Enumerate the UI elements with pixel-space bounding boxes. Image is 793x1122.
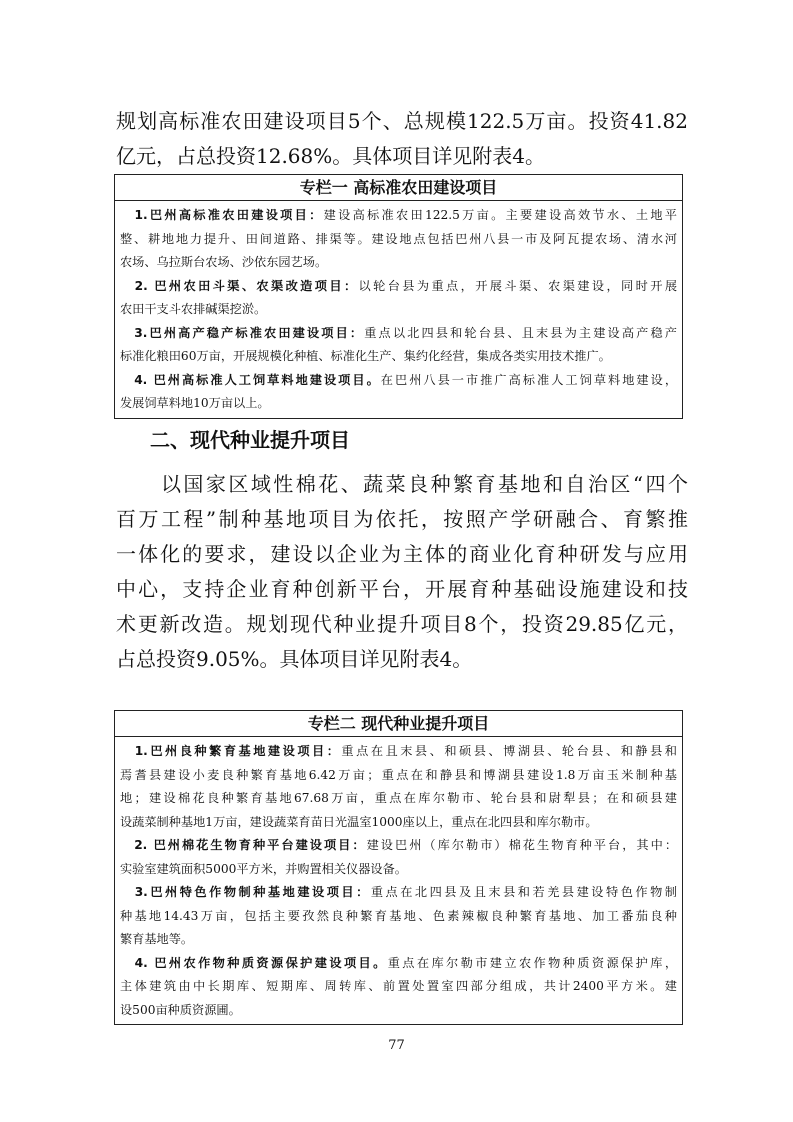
box-item — [120, 204, 677, 275]
item-title: 3.巴州特色作物制种基地建设项目： — [120, 885, 371, 899]
text-line: 中心，支持企业育种创新平台，开展育种基础设施建设和技 — [116, 577, 688, 601]
box-2-body — [115, 737, 682, 1024]
page-number: 77 — [388, 1038, 405, 1053]
item-text: 重点在北四县及且末县和若羌县建设特色作物制 — [370, 885, 677, 899]
text-line — [120, 834, 677, 858]
box-item — [120, 369, 677, 416]
item-title: 1.巴州良种繁育基地建设项目： — [120, 744, 342, 758]
intro-paragraph — [116, 104, 688, 174]
text-line — [120, 858, 677, 882]
item-text: 以轮台县为重点，开展斗渠、农渠建设，同时开展 — [358, 278, 678, 293]
text-line — [120, 204, 677, 228]
box-item — [120, 275, 677, 322]
item-text: 标准化粮田60万亩，开展规模化种植、标准化生产、集约化经营，集成各类实用技术推广。 — [120, 349, 611, 363]
item-title: 1.巴州高标准农田建设项目： — [120, 208, 324, 222]
item-text: 农场、乌拉斯台农场、沙依东园艺场。 — [120, 255, 328, 269]
item-text: 重点在且末县、和硕县、博湖县、轮台县、和静县和 — [341, 744, 677, 758]
text-line — [120, 322, 677, 346]
item-title: 4. 巴州高标准人工饲草料地建设项目。 — [120, 372, 381, 387]
item-title: 3.巴州高产稳产标准农田建设项目： — [120, 325, 365, 340]
text-line — [120, 251, 677, 275]
text-line — [120, 764, 677, 788]
item-text: 重点在库尔勒市建立农作物种质资源保护库， — [387, 955, 678, 970]
text-line: 一体化的要求，建设以企业为主体的商业化育种研发与应用 — [116, 542, 688, 566]
item-text: 设500亩种质资源圃。 — [120, 1002, 241, 1017]
box-1 — [114, 174, 683, 419]
item-text: 实验室建筑面积5000平方米，并购置相关仪器设备。 — [120, 861, 407, 876]
text-line: 规划高标准农田建设项目5个、总规模122.5万亩。投资41.82 — [116, 109, 688, 133]
text-line — [120, 740, 677, 764]
text-line — [120, 369, 677, 393]
box-1-body — [115, 201, 682, 418]
item-text: 焉耆县建设小麦良种繁育基地6.42万亩；重点在和静县和博湖县建设1.8万亩玉米制种基 — [120, 767, 677, 782]
item-text: 农田干支斗农排碱渠挖淤。 — [120, 302, 267, 316]
section-2-paragraph — [116, 467, 688, 677]
item-text: 地；建设棉花良种繁育基地67.68万亩，重点在库尔勒市、轮台县和尉犁县；在和硕县建 — [120, 791, 677, 805]
item-text: 繁育基地等。 — [120, 932, 194, 946]
text-line: 以国家区域性棉花、蔬菜良种繁育基地和自治区“四个 — [116, 472, 688, 496]
item-text: 发展饲草料地10万亩以上。 — [120, 396, 270, 410]
item-text: 重点以北四县和轮台县、且末县为主建设高产稳产 — [364, 325, 677, 340]
text-line — [120, 298, 677, 322]
item-text: 在巴州八县一市推广高标准人工饲草料地建设， — [380, 372, 678, 387]
item-text: 主体建筑由中长期库、短期库、周转库、前置处置室四部分组成，共计2400平方米。建 — [120, 979, 677, 993]
box-item — [120, 881, 677, 952]
box-2 — [114, 710, 683, 1025]
box-item — [120, 952, 677, 1023]
text-line — [120, 952, 677, 976]
text-line: 百万工程”制种基地项目为依托，按照产学研融合、育繁推 — [116, 507, 688, 531]
item-text: 建设高标准农田122.5万亩。主要建设高效节水、土地平 — [323, 208, 677, 222]
item-text: 建设巴州（库尔勒市）棉花生物育种平台，其中： — [366, 838, 678, 852]
box-item — [120, 740, 677, 834]
item-title: 4. 巴州农作物种质资源保护建设项目。 — [120, 955, 388, 970]
item-title: 2. 巴州农田斗渠、农渠改造项目： — [120, 278, 359, 293]
text-line — [120, 975, 677, 999]
text-line — [120, 928, 677, 952]
item-text: 整、耕地地力提升、田间道路、排渠等。建设地点包括巴州八县一市及阿瓦提农场、清水河 — [120, 231, 677, 246]
text-line — [120, 345, 677, 369]
box-1-title: 专栏一 高标准农田建设项目 — [115, 175, 682, 201]
text-line — [120, 228, 677, 252]
text-line: 术更新改造。规划现代种业提升项目8个，投资29.85亿元， — [116, 612, 688, 636]
item-text: 种基地14.43万亩，包括主要孜然良种繁育基地、色素辣椒良种繁育基地、加工番茄良种 — [120, 908, 677, 923]
box-2-title: 专栏二 现代种业提升项目 — [115, 711, 682, 737]
text-line — [120, 787, 677, 811]
text-line — [120, 881, 677, 905]
text-line — [120, 905, 677, 929]
item-title: 2. 巴州棉花生物育种平台建设项目： — [120, 838, 367, 852]
text-line: 占总投资9.05%。具体项目详见附表4。 — [116, 647, 473, 671]
text-line — [120, 275, 677, 299]
text-line — [120, 999, 677, 1023]
box-item — [120, 834, 677, 881]
text-line — [120, 811, 677, 835]
item-text: 设蔬菜制种基地1万亩，建设蔬菜育苗日光温室1000座以上，重点在北四县和库尔勒市。 — [120, 814, 598, 829]
section-heading: 二、现代种业提升项目 — [150, 428, 350, 452]
text-line: 亿元，占总投资12.68%。具体项目详见附表4。 — [116, 144, 545, 168]
box-item — [120, 322, 677, 369]
text-line — [120, 392, 677, 416]
